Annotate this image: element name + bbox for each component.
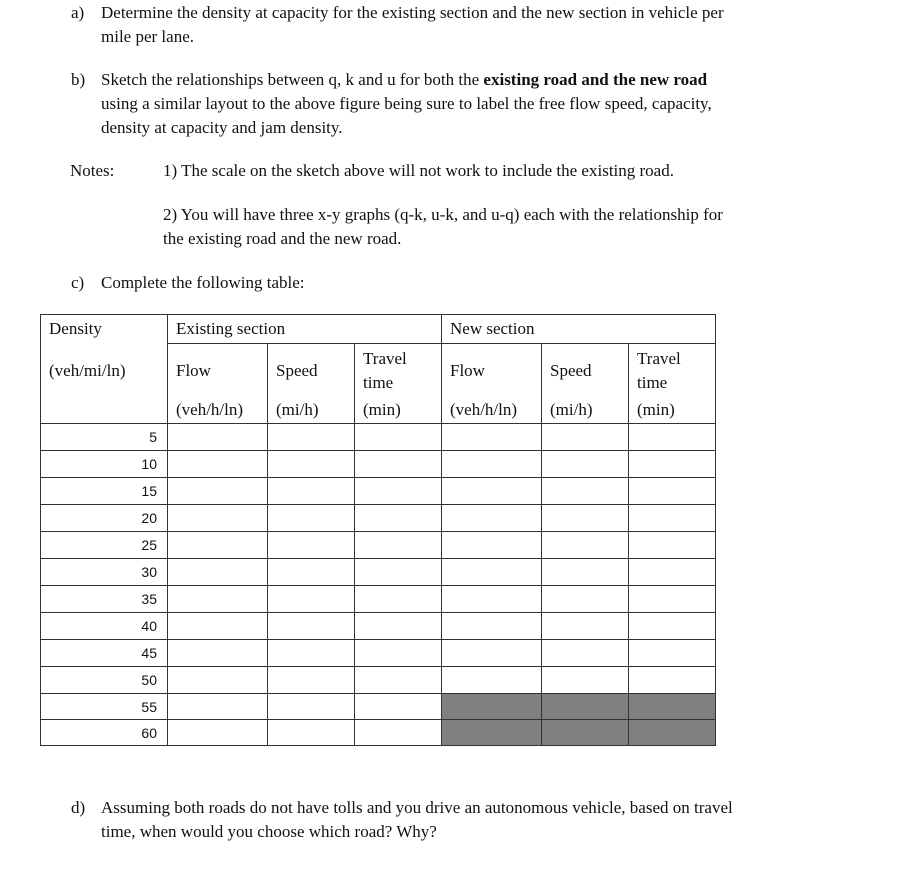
existing-time-cell[interactable] bbox=[355, 640, 442, 667]
new-flow-cell[interactable] bbox=[442, 640, 542, 667]
existing-speed-header: Speed bbox=[268, 344, 355, 398]
new-flow-cell[interactable] bbox=[442, 613, 542, 640]
density-value: 15 bbox=[41, 478, 168, 505]
new-flow-unit: (veh/h/ln) bbox=[442, 398, 542, 424]
note-2-line2: the existing road and the new road. bbox=[163, 229, 402, 248]
existing-speed-cell[interactable] bbox=[268, 586, 355, 613]
new-time-label: time bbox=[637, 372, 668, 392]
existing-time-cell[interactable] bbox=[355, 667, 442, 694]
existing-time-cell[interactable] bbox=[355, 478, 442, 505]
new-speed-cell[interactable] bbox=[542, 424, 629, 451]
existing-flow-cell[interactable] bbox=[168, 694, 268, 720]
new-speed-cell[interactable] bbox=[542, 451, 629, 478]
density-value: 35 bbox=[41, 586, 168, 613]
existing-flow-cell[interactable] bbox=[168, 478, 268, 505]
question-a-line1: Determine the density at capacity for the existing section and the new section in vehicle per bbox=[101, 3, 724, 22]
new-time-cell[interactable] bbox=[629, 667, 716, 694]
question-a-line2: mile per lane. bbox=[101, 27, 194, 46]
existing-flow-cell[interactable] bbox=[168, 424, 268, 451]
existing-section-header: Existing section bbox=[168, 315, 442, 344]
new-speed-cell[interactable] bbox=[542, 667, 629, 694]
existing-time-cell[interactable] bbox=[355, 586, 442, 613]
new-speed-cell[interactable] bbox=[542, 640, 629, 667]
existing-flow-cell[interactable] bbox=[168, 720, 268, 746]
new-speed-cell[interactable] bbox=[542, 586, 629, 613]
new-time-cell[interactable] bbox=[629, 451, 716, 478]
existing-flow-cell[interactable] bbox=[168, 586, 268, 613]
existing-flow-unit: (veh/h/ln) bbox=[168, 398, 268, 424]
existing-flow-cell[interactable] bbox=[168, 505, 268, 532]
question-a-label: a) bbox=[71, 3, 85, 22]
existing-speed-cell[interactable] bbox=[268, 532, 355, 559]
question-c-label: c) bbox=[71, 273, 85, 292]
new-flow-cell[interactable] bbox=[442, 559, 542, 586]
existing-flow-cell[interactable] bbox=[168, 640, 268, 667]
existing-speed-cell[interactable] bbox=[268, 640, 355, 667]
existing-flow-cell[interactable] bbox=[168, 667, 268, 694]
density-value: 60 bbox=[41, 720, 168, 746]
new-time-unit: (min) bbox=[629, 398, 716, 424]
shaded-cell bbox=[442, 720, 542, 746]
density-unit: (veh/mi/ln) bbox=[41, 344, 168, 398]
existing-speed-cell[interactable] bbox=[268, 505, 355, 532]
new-time-cell[interactable] bbox=[629, 559, 716, 586]
question-b-line1-text: Sketch the relationships between q, k and u for both the bbox=[101, 70, 484, 89]
existing-speed-cell[interactable] bbox=[268, 424, 355, 451]
existing-flow-header: Flow bbox=[168, 344, 268, 398]
existing-time-cell[interactable] bbox=[355, 720, 442, 746]
existing-time-cell[interactable] bbox=[355, 613, 442, 640]
new-speed-cell[interactable] bbox=[542, 478, 629, 505]
shaded-cell bbox=[542, 720, 629, 746]
existing-time-cell[interactable] bbox=[355, 532, 442, 559]
notes-label: Notes: bbox=[70, 161, 115, 180]
density-value: 5 bbox=[41, 424, 168, 451]
density-value: 10 bbox=[41, 451, 168, 478]
new-flow-cell[interactable] bbox=[442, 667, 542, 694]
new-flow-cell[interactable] bbox=[442, 451, 542, 478]
new-section-header: New section bbox=[442, 315, 716, 344]
existing-time-label: time bbox=[363, 372, 394, 392]
existing-time-unit: (min) bbox=[355, 398, 442, 424]
existing-speed-cell[interactable] bbox=[268, 667, 355, 694]
question-d-label: d) bbox=[71, 798, 86, 817]
existing-speed-cell[interactable] bbox=[268, 559, 355, 586]
existing-time-cell[interactable] bbox=[355, 424, 442, 451]
density-value: 45 bbox=[41, 640, 168, 667]
question-b-label: b) bbox=[71, 70, 86, 89]
new-travel-time-header bbox=[629, 344, 716, 398]
new-flow-cell[interactable] bbox=[442, 478, 542, 505]
new-speed-cell[interactable] bbox=[542, 532, 629, 559]
question-d-line2: time, when would you choose which road? Why? bbox=[101, 822, 437, 841]
new-time-cell[interactable] bbox=[629, 478, 716, 505]
existing-flow-cell[interactable] bbox=[168, 613, 268, 640]
new-speed-cell[interactable] bbox=[542, 505, 629, 532]
density-table bbox=[40, 314, 716, 746]
new-speed-cell[interactable] bbox=[542, 559, 629, 586]
new-travel-label: Travel bbox=[637, 348, 681, 368]
new-time-cell[interactable] bbox=[629, 532, 716, 559]
question-d-line1: Assuming both roads do not have tolls and you drive an autonomous vehicle, based on travel bbox=[101, 798, 733, 817]
existing-speed-cell[interactable] bbox=[268, 613, 355, 640]
new-flow-header: Flow bbox=[442, 344, 542, 398]
new-time-cell[interactable] bbox=[629, 640, 716, 667]
existing-speed-cell[interactable] bbox=[268, 451, 355, 478]
shaded-cell bbox=[629, 694, 716, 720]
new-time-cell[interactable] bbox=[629, 613, 716, 640]
new-speed-cell[interactable] bbox=[542, 613, 629, 640]
existing-time-cell[interactable] bbox=[355, 505, 442, 532]
existing-speed-cell[interactable] bbox=[268, 720, 355, 746]
new-flow-cell[interactable] bbox=[442, 505, 542, 532]
existing-speed-cell[interactable] bbox=[268, 694, 355, 720]
shaded-cell bbox=[629, 720, 716, 746]
new-flow-cell[interactable] bbox=[442, 424, 542, 451]
new-flow-cell[interactable] bbox=[442, 532, 542, 559]
existing-travel-time-header bbox=[355, 344, 442, 398]
new-time-cell[interactable] bbox=[629, 586, 716, 613]
existing-time-cell[interactable] bbox=[355, 694, 442, 720]
density-value: 40 bbox=[41, 613, 168, 640]
shaded-cell bbox=[542, 694, 629, 720]
density-value: 20 bbox=[41, 505, 168, 532]
new-speed-header: Speed bbox=[542, 344, 629, 398]
note-2-line1: 2) You will have three x-y graphs (q-k, u-k, and u-q) each with the relationship for bbox=[163, 205, 723, 224]
existing-flow-cell[interactable] bbox=[168, 532, 268, 559]
question-b-line2: using a similar layout to the above figure being sure to label the free flow speed, capacity, bbox=[101, 94, 712, 113]
density-header: Density bbox=[41, 315, 168, 344]
density-value: 25 bbox=[41, 532, 168, 559]
existing-speed-cell[interactable] bbox=[268, 478, 355, 505]
new-time-cell[interactable] bbox=[629, 424, 716, 451]
existing-time-cell[interactable] bbox=[355, 559, 442, 586]
density-value: 50 bbox=[41, 667, 168, 694]
question-b-line1-bold: existing road and the new road bbox=[483, 70, 708, 89]
new-speed-unit: (mi/h) bbox=[542, 398, 629, 424]
density-value: 30 bbox=[41, 559, 168, 586]
question-b-line1 bbox=[101, 68, 707, 92]
existing-time-cell[interactable] bbox=[355, 451, 442, 478]
density-header-blank bbox=[41, 398, 168, 424]
existing-speed-unit: (mi/h) bbox=[268, 398, 355, 424]
existing-flow-cell[interactable] bbox=[168, 559, 268, 586]
existing-flow-cell[interactable] bbox=[168, 451, 268, 478]
question-c-text: Complete the following table: bbox=[101, 273, 305, 292]
shaded-cell bbox=[442, 694, 542, 720]
note-1: 1) The scale on the sketch above will not work to include the existing road. bbox=[163, 161, 674, 180]
new-time-cell[interactable] bbox=[629, 505, 716, 532]
existing-travel-label: Travel bbox=[363, 348, 407, 368]
density-value: 55 bbox=[41, 694, 168, 720]
question-b-line3: density at capacity and jam density. bbox=[101, 118, 343, 137]
new-flow-cell[interactable] bbox=[442, 586, 542, 613]
